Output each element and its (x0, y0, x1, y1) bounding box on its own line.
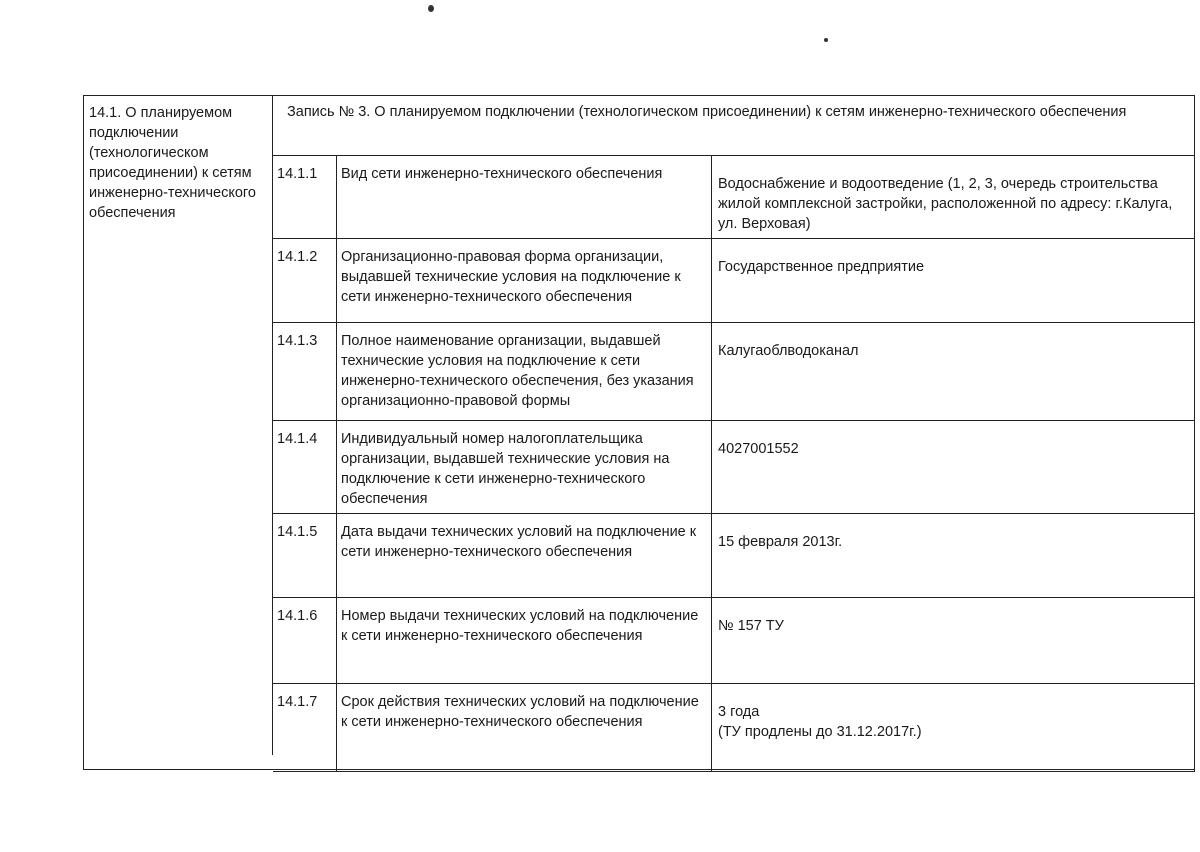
row-field-name: Номер выдачи технических условий на подключение к сети инженерно-технического обеспечения (337, 598, 712, 683)
table-row (273, 514, 1194, 598)
section-title: 14.1. О планируемом подключении (технологическом присоединении) к сетям инженерно-технического обеспечения (83, 95, 273, 755)
row-id: 14.1.3 (273, 323, 337, 420)
row-field-name: Вид сети инженерно-технического обеспечения (337, 156, 712, 238)
row-field-value: Калугаоблводоканал (718, 343, 859, 359)
row-field-name: Полное наименование организации, выдавшей технические условия на подключение к сети инженерно-технического обеспечения, без указания организационно-правовой формы (337, 323, 712, 420)
row-field-value: 4027001552 (718, 441, 799, 457)
row-field-name: Индивидуальный номер налогоплательщика организации, выдавшей технические условия на подключение к сети инженерно-технического обеспечения (337, 421, 712, 513)
table-row (273, 323, 1194, 421)
row-field-value: 15 февраля 2013г. (718, 534, 843, 550)
table-row (273, 156, 1194, 239)
table-row (273, 239, 1194, 323)
record-table (273, 95, 1195, 772)
table-row (273, 684, 1194, 772)
scan-speck (824, 38, 828, 42)
row-field-name: Организационно-правовая форма организации, выдавшей технические условия на подключение к сети инженерно-технического обеспечения (337, 239, 712, 322)
row-field-value: Водоснабжение и водоотведение (1, 2, 3, очередь строительства жилой комплексной застройки, расположенной по адресу: г.Калуга, ул. Верховая) (718, 176, 1173, 232)
scan-speck (428, 5, 434, 12)
row-id: 14.1.1 (273, 156, 337, 238)
row-field-name: Дата выдачи технических условий на подключение к сети инженерно-технического обеспечения (337, 514, 712, 597)
row-field-value: Государственное предприятие (718, 259, 925, 275)
table-row (273, 598, 1194, 684)
row-field-name: Срок действия технических условий на подключение к сети инженерно-технического обеспечения (337, 684, 712, 771)
row-id: 14.1.2 (273, 239, 337, 322)
row-field-value: № 157 ТУ (718, 618, 784, 634)
row-field-value: 3 года (ТУ продлены до 31.12.2017г.) (718, 704, 922, 740)
row-id: 14.1.4 (273, 421, 337, 513)
row-id: 14.1.6 (273, 598, 337, 683)
row-id: 14.1.7 (273, 684, 337, 771)
table-row (273, 421, 1194, 514)
record-header: Запись № 3. О планируемом подключении (технологическом присоединении) к сетям инженерно-технического обеспечения (273, 96, 1194, 156)
row-id: 14.1.5 (273, 514, 337, 597)
